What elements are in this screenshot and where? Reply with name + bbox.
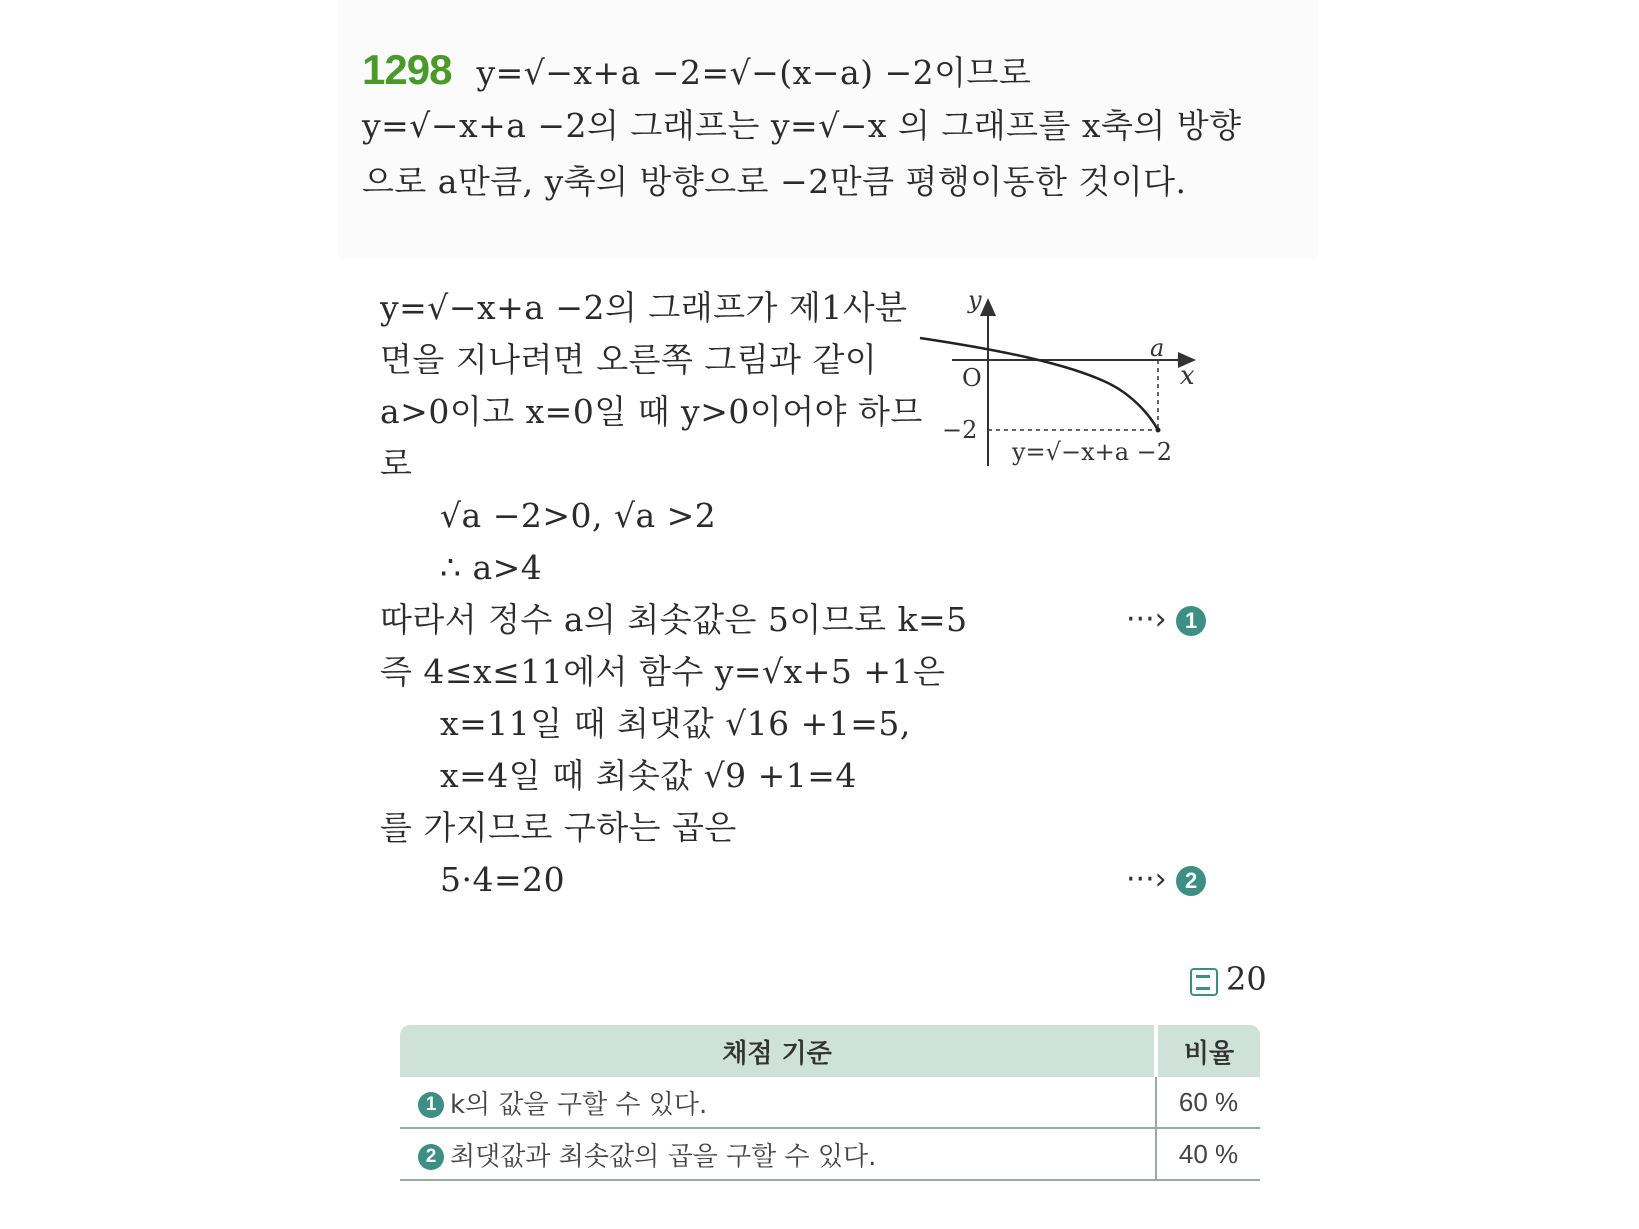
graph xyxy=(942,286,1290,500)
solution-line: 즉 4≤x≤11에서 함수 y=√x+5 +1은 xyxy=(380,652,946,691)
problem-line-1-text: y=√−x+a −2=√−(x−a) −2이므로 xyxy=(476,53,1032,92)
grading-table xyxy=(400,1025,1260,1181)
circled-number-icon: 1 xyxy=(1176,606,1206,636)
answer-icon xyxy=(1190,968,1218,996)
step-marker-1 xyxy=(1126,602,1206,637)
solution-line: 로 xyxy=(380,444,413,483)
answer xyxy=(1190,960,1267,998)
criteria-cell xyxy=(400,1128,1156,1180)
step-marker-2 xyxy=(1126,862,1206,897)
solution-line: √a −2>0, √a >2 xyxy=(440,496,717,535)
solution-line: 를 가지므로 구하는 곱은 xyxy=(380,808,737,847)
table-header-row xyxy=(400,1025,1260,1077)
solution-line: a>0이고 x=0일 때 y>0이어야 하므 xyxy=(380,392,923,431)
y-axis-label: y xyxy=(968,286,982,314)
circled-number-icon: 1 xyxy=(418,1092,444,1118)
solution-line: x=4일 때 최솟값 √9 +1=4 xyxy=(440,756,857,795)
problem-line-3: 으로 a만큼, y축의 방향으로 −2만큼 평행이동한 것이다. xyxy=(362,162,1187,201)
ratio-cell: 60 % xyxy=(1156,1077,1260,1128)
endpoint xyxy=(1156,428,1161,433)
origin-label: O xyxy=(962,364,982,392)
criteria-cell xyxy=(400,1077,1156,1128)
neg2-label: −2 xyxy=(942,416,978,444)
header-ratio: 비율 xyxy=(1156,1025,1260,1077)
problem-line-1 xyxy=(362,46,1032,93)
criteria-text: k의 값을 구할 수 있다. xyxy=(450,1089,708,1120)
problem-line-2: y=√−x+a −2의 그래프는 y=√−x 의 그래프를 x축의 방향 xyxy=(362,106,1242,145)
solution-line: 면을 지나려면 오른쪽 그림과 같이 xyxy=(380,340,878,379)
solution-line: 5·4=20 xyxy=(440,860,566,899)
table-row xyxy=(400,1128,1260,1180)
solution-line: x=11일 때 최댓값 √16 +1=5, xyxy=(440,704,911,743)
header-criteria: 채점 기준 xyxy=(400,1025,1156,1077)
a-label: a xyxy=(1150,334,1165,362)
circled-number-icon: 2 xyxy=(418,1144,444,1170)
solution-line: ∴ a>4 xyxy=(440,548,543,587)
ratio-cell: 40 % xyxy=(1156,1128,1260,1180)
marker-arrow: ···› xyxy=(1126,862,1177,897)
problem-number: 1298 xyxy=(362,46,452,93)
x-axis-label: x xyxy=(1180,361,1195,391)
curve-label: y=√−x+a −2 xyxy=(1012,438,1173,466)
solution-line: 따라서 정수 a의 최솟값은 5이므로 k=5 xyxy=(380,600,968,639)
circled-number-icon: 2 xyxy=(1176,866,1206,896)
marker-arrow: ···› xyxy=(1126,602,1177,637)
answer-value: 20 xyxy=(1226,960,1267,998)
table-row xyxy=(400,1077,1260,1128)
criteria-text: 최댓값과 최솟값의 곱을 구할 수 있다. xyxy=(450,1141,877,1172)
solution-line: y=√−x+a −2의 그래프가 제1사분 xyxy=(380,288,908,327)
